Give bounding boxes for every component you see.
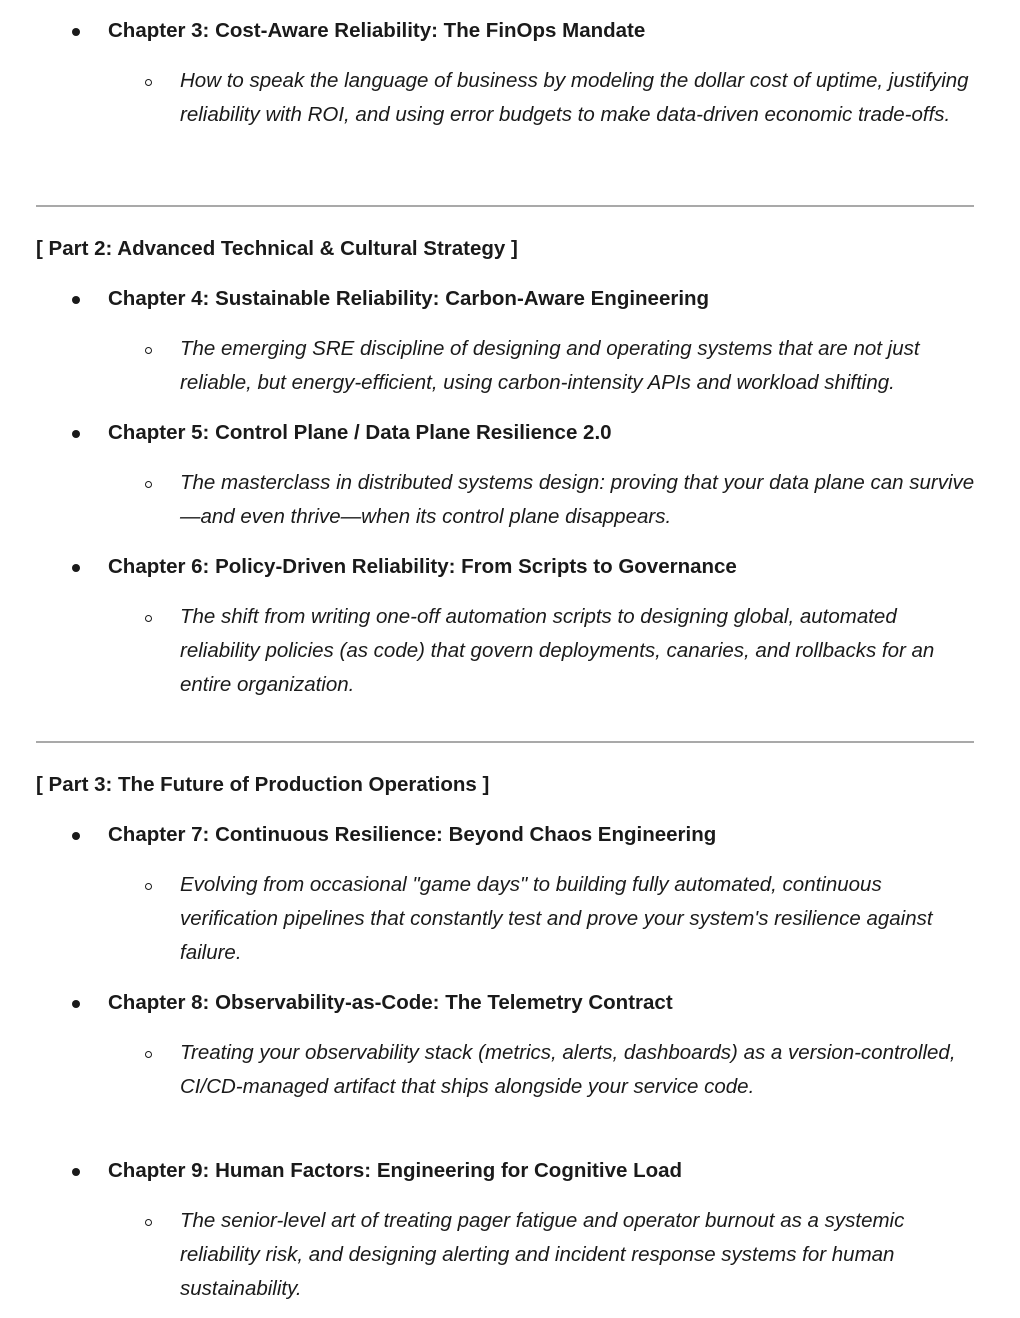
chapter-4-title: Chapter 4: Sustainable Reliability: Carbon-Aware Engineering — [108, 287, 710, 310]
sub-bullet-icon — [145, 347, 152, 354]
sub-bullet-icon — [145, 615, 152, 622]
sub-bullet-icon — [145, 79, 152, 86]
bullet-icon — [72, 430, 80, 438]
bullet-icon — [72, 832, 80, 840]
sub-bullet-icon — [145, 1051, 152, 1058]
section-divider — [36, 205, 974, 207]
chapter-9-description: The senior-level art of treating pager fatigue and operator burnout as a systemic reliability risk, and designing alerting and incident response systems for human sustainability. — [180, 1209, 905, 1300]
sub-bullet-icon — [145, 1219, 152, 1226]
bullet-icon — [72, 1000, 80, 1008]
bullet-icon — [72, 296, 80, 304]
chapter-7-description: Evolving from occasional "game days" to building fully automated, continuous verification pipelines that constantly test and prove your system's resilience against failure. — [180, 873, 933, 964]
section-divider — [36, 741, 974, 743]
chapter-3-description: How to speak the language of business by modeling the dollar cost of uptime, justifying reliability with ROI, and using error budgets to make data-driven economic trade-offs. — [180, 69, 969, 126]
chapter-6-description: The shift from writing one-off automation scripts to designing global, automated reliability policies (as code) that govern deployments, canaries, and rollbacks for an entire organization. — [180, 605, 935, 696]
sub-bullet-icon — [145, 883, 152, 890]
bullet-icon — [72, 564, 80, 572]
chapter-3-title: Chapter 3: Cost-Aware Reliability: The FinOps Mandate — [108, 19, 646, 42]
chapter-5-description: The masterclass in distributed systems design: proving that your data plane can survive—and even thrive—when its control plane disappears. — [180, 471, 975, 528]
bullet-icon — [72, 28, 80, 36]
chapter-8-description: Treating your observability stack (metrics, alerts, dashboards) as a version-controlled, CI/CD-managed artifact that ships alongside your service code. — [180, 1041, 956, 1098]
chapter-8-title: Chapter 8: Observability-as-Code: The Telemetry Contract — [108, 991, 673, 1014]
sub-bullet-icon — [145, 481, 152, 488]
chapter-7-title: Chapter 7: Continuous Resilience: Beyond Chaos Engineering — [108, 823, 717, 846]
chapter-6-title: Chapter 6: Policy-Driven Reliability: From Scripts to Governance — [108, 555, 737, 578]
part-2-heading: [ Part 2: Advanced Technical & Cultural Strategy ] — [36, 237, 518, 260]
chapter-5-title: Chapter 5: Control Plane / Data Plane Resilience 2.0 — [108, 421, 612, 444]
chapter-4-description: The emerging SRE discipline of designing and operating systems that are not just reliable, but energy-efficient, using carbon-intensity APIs and workload shifting. — [180, 337, 920, 394]
bullet-icon — [72, 1168, 80, 1176]
part-3-heading: [ Part 3: The Future of Production Operations ] — [36, 773, 490, 796]
chapter-9-title: Chapter 9: Human Factors: Engineering for Cognitive Load — [108, 1159, 683, 1182]
